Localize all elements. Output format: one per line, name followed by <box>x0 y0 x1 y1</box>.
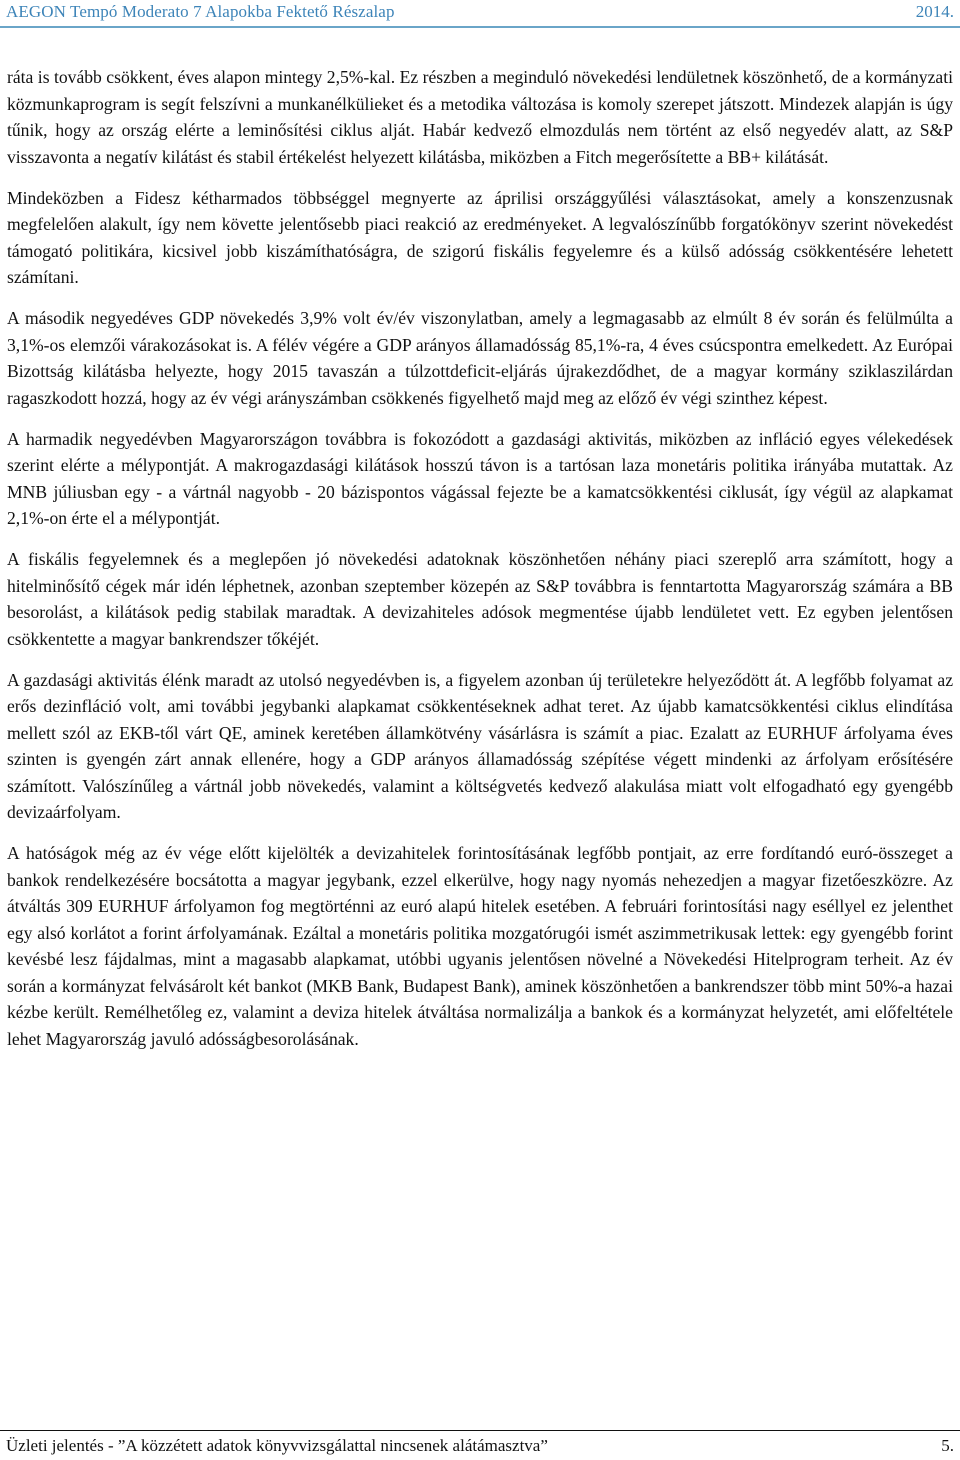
paragraph: A második negyedéves GDP növekedés 3,9% volt év/év viszonylatban, amely a legmagasabb az elmúlt 8 év során és felülmúlta a 3,1%-os elemzői várakozásokat is. A félév végére a GDP arányos államadósság 85,1%-ra, 4 éves csúcspontra emelkedett. Az Európai Bizottság kilátásba helyezte, hogy 2015 tavaszán a túlzottdeficit-eljárás újrakezdődhet, de a magyar kormány sziklaszilárdan ragaszkodott hozzá, hogy az év végi arányszámban csökkenés figyelhető majd meg az előző év végi szinthez képest. <box>7 308 953 408</box>
paragraph: A gazdasági aktivitás élénk maradt az utolsó negyedévben is, a figyelem azonban új területekre helyeződött át. A legfőbb folyamat az erős dezinfláció volt, ami további jegybanki alapkamat csökkentéseknek adhat teret. Az újabb kamatcsökkentési ciklus elindítása mellett szól az EKB-től várt QE, aminek keretében államkötvény vásárlásra is számít a piac. Ezalatt az EURHUF árfolyama éves szinten is gyengén zárt annak ellenére, hogy a GDP arányos államadósság szépítése végett mindenki az árfolyam erősítésére számított. Valószínűleg a vártnál jobb növekedés, valamint a költségvetés kedvező alakulása miatt volt elfogadható egy gyengébb devizaárfolyam. <box>7 669 953 822</box>
page-footer <box>0 1430 960 1459</box>
paragraph: A harmadik negyedévben Magyarországon továbbra is fokozódott a gazdasági aktivitás, miközben az infláció egyes vélekedések szerint elérte a mélypontját. A makrogazdasági kilátások hosszú távon is a tartósan laza monetáris politika irányába mutattak. Az MNB júliusban egy - a vártnál nagyobb - 20 bázispontos vágással fejezte be a kamatcsökkentési ciklusát, így végül az alapkamat 2,1%-on érte el a mélypontját. <box>7 428 953 528</box>
paragraph: A hatóságok még az év vége előtt kijelölték a devizahitelek forintosításának legfőbb pontjait, az erre fordítandó euró-összeget a bankok rendelkezésére bocsátotta a magyar jegybank, ezzel elkerülve, hogy nagy nyomás nehezedjen a magyar fizetőeszközre. Az átváltás 309 EURHUF árfolyamon fog megtörténni az euró alapú hitelek esetében. A februári forintosítási nagy eséllyel ez jelenthet egy alsó korlátot a forint árfolyamának. Ezáltal a monetáris politika mozgatórugói ismét aszimmetrikusak lettek: egy gyengébb forint kevésbé lesz fájdalmas, mint a magasabb alapkamat, utóbbi ugyanis jelentősen növelné a Növekedési Hitelprogram terheit. Az év során a kormányzat felvásárolt két bankot (MKB Bank, Budapest Bank), aminek köszönhetően a bankrendszer több mint 50%-a hazai kézbe került. Remélhetőleg ez, valamint a deviza hitelek átváltása normalizálja a bankok és a kormányzat helyzetét, ami előfeltétele lehet Magyarország javuló adósságbesorolásának. <box>7 843 953 1049</box>
page-header <box>0 0 960 28</box>
header-title: AEGON Tempó Moderato 7 Alapokba Fektető Részalap <box>6 2 395 21</box>
paragraph: A fiskális fegyelemnek és a meglepően jó növekedési adatoknak köszönhetően néhány piaci szereplő arra számított, hogy a hitelminősítő cégek már idén léphetnek, azonban szeptember közepén az S&P továbbra is fenntartotta Magyarország számára a BB besorolást, a kilátások pedig stabilak maradtak. A devizahiteles adósok megmentése újabb lendületet vett. Ez egyben jelentősen csökkentette a magyar bankrendszer tőkéjét. <box>7 549 953 649</box>
paragraph: Mindeközben a Fidesz kétharmados többséggel megnyerte az áprilisi országgyűlési választásokat, amely a konszenzusnak megfelelően alakult, így nem követte jelentősebb piaci reakció az eredményeket. A legvalószínűbb forgatókönyv szerint növekedést támogató politikára, kicsivel jobb kiszámíthatóságra, de szigorú fiskális fegyelemre és a külső adósság csökkentésére lehetett számítani. <box>7 187 953 287</box>
paragraph: ráta is tovább csökkent, éves alapon mintegy 2,5%-kal. Ez részben a meginduló növekedési lendületnek köszönhető, de a kormányzati közmunkaprogram is segít felszívni a munkanélkülieket és a metodika változása is komoly szerepet játszott. Mindezek alapján is úgy tűnik, hogy az ország elérte a leminősítési ciklus alját. Habár kedvező elmozdulás nem történt az első negyedév alatt, az S&P visszavonta a negatív kilátást és stabil értékelést helyezett kilátásba, miközben a Fitch megerősítette a BB+ kilátását. <box>7 67 953 167</box>
page-number: 5. <box>941 1436 954 1455</box>
header-year: 2014. <box>915 2 954 21</box>
footer-text: Üzleti jelentés - ”A közzétett adatok könyvvizsgálattal nincsenek alátámasztva” <box>6 1436 548 1455</box>
document-body <box>7 64 953 1067</box>
